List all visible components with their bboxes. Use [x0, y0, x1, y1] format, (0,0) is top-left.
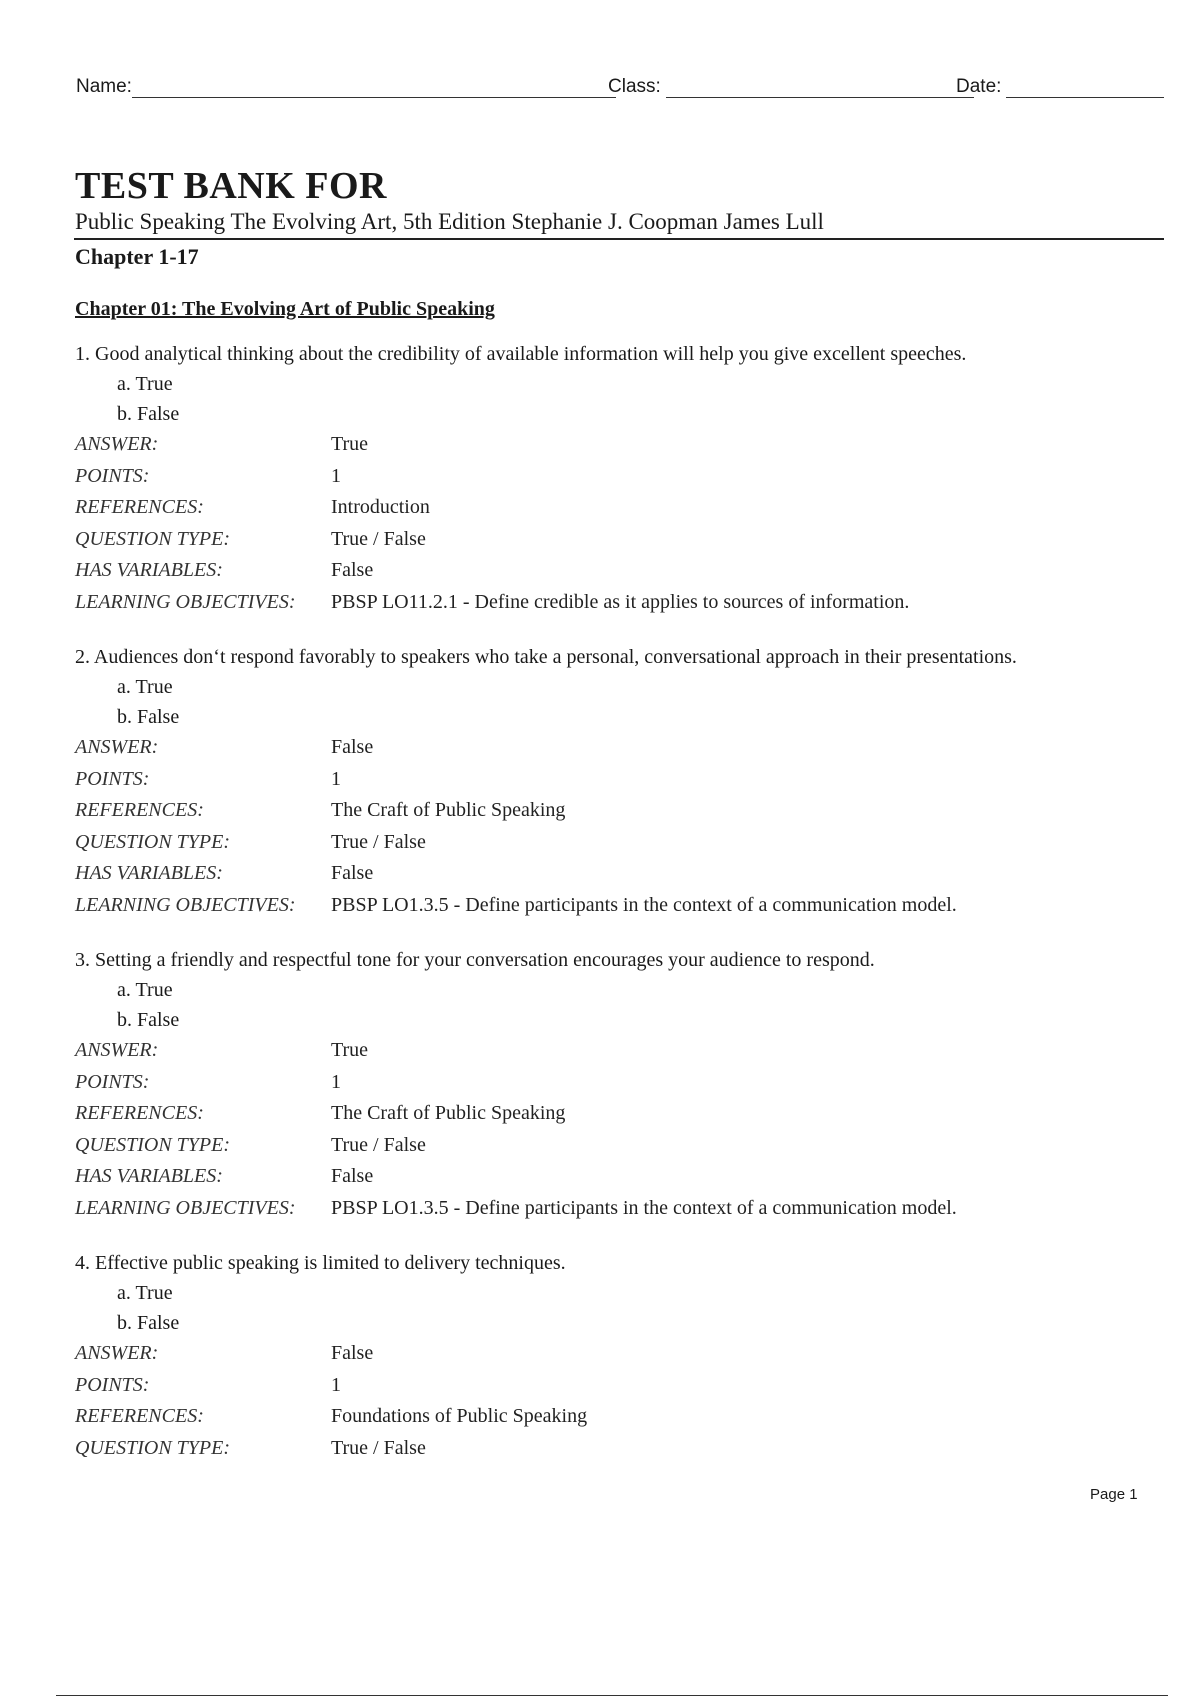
question-text: 3. Setting a friendly and respectful tone for your conversation encourages your audience to respond.: [75, 949, 875, 971]
answer-row: [75, 1035, 1165, 1067]
has-variables-label: HAS VARIABLES:: [75, 862, 223, 884]
title-divider: [74, 238, 1164, 240]
question-type-row: [75, 524, 1165, 556]
question-item: [75, 945, 1165, 1248]
question-text: 2. Audiences don‘t respond favorably to speakers who take a personal, conversational approach in their presentations.: [75, 646, 1017, 668]
answer-row: [75, 732, 1165, 764]
class-line: [666, 97, 974, 98]
references-label: REFERENCES:: [75, 1405, 204, 1427]
option-b: b. False: [117, 706, 180, 728]
document-title: TEST BANK FOR: [75, 165, 387, 207]
class-label: Class:: [608, 76, 661, 97]
points-value: 1: [331, 1373, 341, 1396]
references-label: REFERENCES:: [75, 496, 204, 518]
question-type-row: [75, 1130, 1165, 1162]
references-label: REFERENCES:: [75, 799, 204, 821]
question-item: [75, 1248, 1165, 1551]
question-list: [75, 339, 1165, 1551]
option-b: b. False: [117, 403, 180, 425]
points-label: POINTS:: [75, 1070, 150, 1093]
references-row: [75, 1401, 1165, 1433]
has-variables-row: [75, 555, 1165, 587]
name-label: Name:: [76, 76, 132, 97]
learning-objectives-row: [75, 587, 1165, 619]
question-text: 1. Good analytical thinking about the credibility of available information will help you give excellent speeches.: [75, 343, 967, 365]
has-variables-value: False: [331, 862, 374, 884]
answer-label: ANSWER:: [75, 433, 159, 455]
references-value: Introduction: [331, 496, 430, 518]
has-variables-value: False: [331, 1165, 374, 1187]
option-b: b. False: [117, 1312, 180, 1334]
question-type-label: QUESTION TYPE:: [75, 1436, 231, 1459]
points-row: [75, 764, 1165, 796]
question-type-row: [75, 827, 1165, 859]
question-type-value: True / False: [331, 830, 426, 853]
document-subtitle: Public Speaking The Evolving Art, 5th Edition Stephanie J. Coopman James Lull: [75, 209, 824, 234]
header-fields: [76, 76, 1164, 102]
points-value: 1: [331, 464, 341, 487]
answer-row: [75, 429, 1165, 461]
learning-objectives-row: [75, 890, 1165, 922]
question-type-value: True / False: [331, 1436, 426, 1459]
question-item: [75, 339, 1165, 642]
question-type-label: QUESTION TYPE:: [75, 830, 231, 853]
answer-value: True: [331, 433, 369, 455]
references-row: [75, 795, 1165, 827]
learning-objectives-value: PBSP LO1.3.5 - Define participants in the context of a communication model.: [331, 1196, 957, 1219]
question-type-value: True / False: [331, 527, 426, 550]
answer-label: ANSWER:: [75, 1342, 159, 1364]
option-a: a. True: [117, 979, 173, 1001]
answer-value: True: [331, 1039, 369, 1061]
bottom-divider: [56, 1695, 1168, 1696]
references-row: [75, 492, 1165, 524]
references-value: Foundations of Public Speaking: [331, 1405, 588, 1427]
references-value: The Craft of Public Speaking: [331, 1102, 566, 1124]
question-type-label: QUESTION TYPE:: [75, 1133, 231, 1156]
has-variables-value: False: [331, 559, 374, 581]
answer-value: False: [331, 736, 374, 758]
has-variables-label: HAS VARIABLES:: [75, 559, 223, 581]
name-line: [132, 97, 616, 98]
option-a: a. True: [117, 373, 173, 395]
learning-objectives-value: PBSP LO11.2.1 - Define credible as it applies to sources of information.: [331, 590, 910, 613]
answer-label: ANSWER:: [75, 736, 159, 758]
answer-label: ANSWER:: [75, 1039, 159, 1061]
references-row: [75, 1098, 1165, 1130]
answer-value: False: [331, 1342, 374, 1364]
question-type-value: True / False: [331, 1133, 426, 1156]
learning-objectives-label: LEARNING OBJECTIVES:: [75, 893, 296, 916]
chapter-range: Chapter 1-17: [75, 244, 199, 269]
question-item: [75, 642, 1165, 945]
date-line: [1006, 97, 1164, 98]
learning-objectives-label: LEARNING OBJECTIVES:: [75, 590, 296, 613]
option-b: b. False: [117, 1009, 180, 1031]
learning-objectives-value: PBSP LO1.3.5 - Define participants in the context of a communication model.: [331, 893, 957, 916]
question-text: 4. Effective public speaking is limited to delivery techniques.: [75, 1252, 566, 1274]
has-variables-row: [75, 1161, 1165, 1193]
option-a: a. True: [117, 1282, 173, 1304]
chapter-heading: Chapter 01: The Evolving Art of Public Speaking: [75, 298, 495, 320]
points-value: 1: [331, 767, 341, 790]
has-variables-label: HAS VARIABLES:: [75, 1165, 223, 1187]
question-type-label: QUESTION TYPE:: [75, 527, 231, 550]
points-label: POINTS:: [75, 767, 150, 790]
question-type-row: [75, 1433, 1165, 1465]
learning-objectives-row: [75, 1193, 1165, 1225]
page-number: Page 1: [1090, 1486, 1138, 1503]
date-label: Date:: [956, 76, 1002, 97]
points-row: [75, 1370, 1165, 1402]
points-row: [75, 1067, 1165, 1099]
has-variables-row: [75, 858, 1165, 890]
references-label: REFERENCES:: [75, 1102, 204, 1124]
option-a: a. True: [117, 676, 173, 698]
points-value: 1: [331, 1070, 341, 1093]
references-value: The Craft of Public Speaking: [331, 799, 566, 821]
learning-objectives-label: LEARNING OBJECTIVES:: [75, 1196, 296, 1219]
points-label: POINTS:: [75, 464, 150, 487]
points-row: [75, 461, 1165, 493]
answer-row: [75, 1338, 1165, 1370]
points-label: POINTS:: [75, 1373, 150, 1396]
